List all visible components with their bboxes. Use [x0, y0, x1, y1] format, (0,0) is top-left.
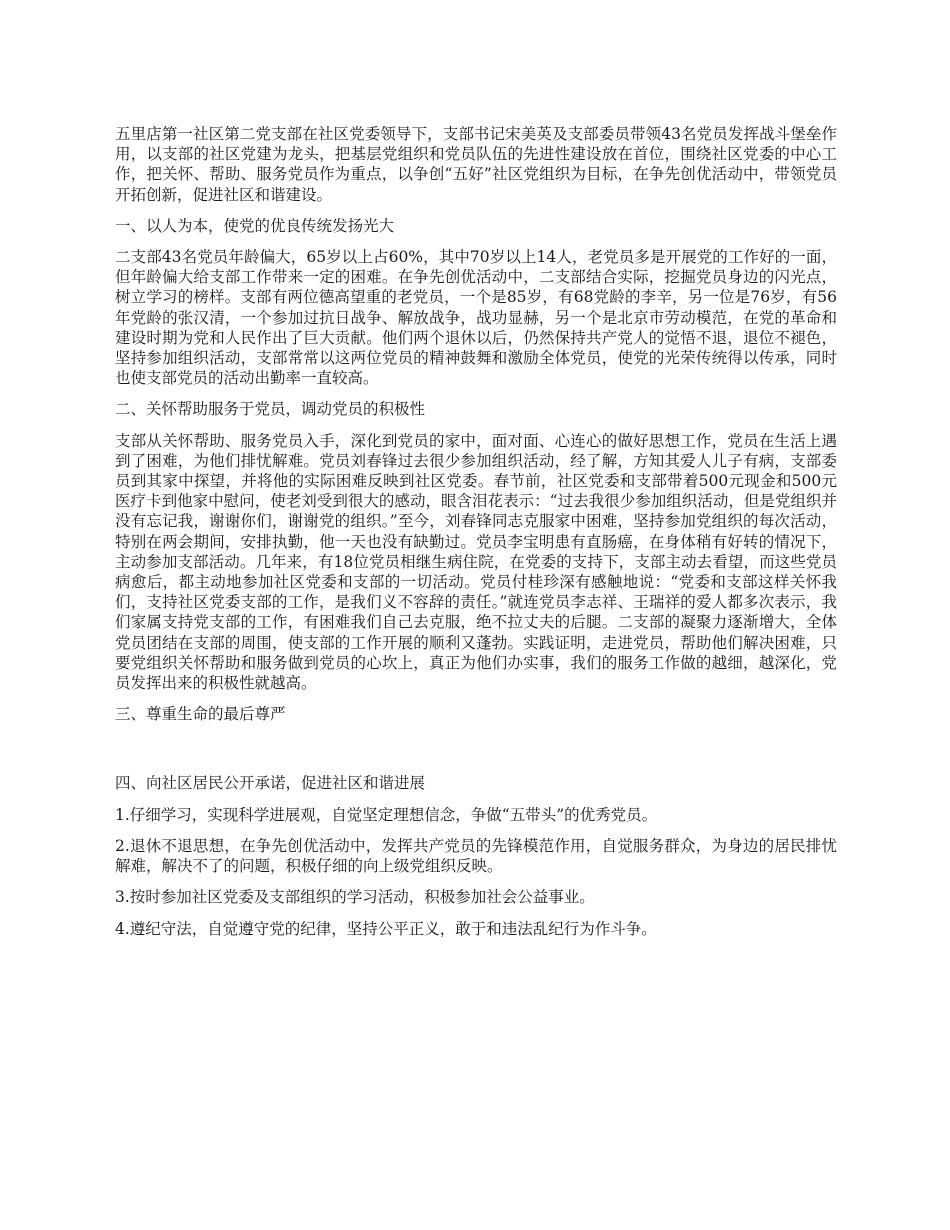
commitment-item: 1.仔细学习，实现科学进展观，自觉坚定理想信念，争做“五带头”的优秀党员。 [115, 805, 658, 824]
section-1-paragraph: 二支部43名党员年龄偏大，65岁以上占60%，其中70岁以上14人，老党员多是开展党的工作好的一面，但年龄偏大给支部工作带来一定的困难。在争先创优活动中，二支部结合实际，挖掘党员身边的闪光点，树立学习的榜样。支部有两位德高望重的老党员，一个是85岁，有68党龄的李辛，另一位是76岁，有56年党龄的张汉清，一个参加过抗日战争、解放战争，战功显赫，另一个是北京市劳动模范，在党的革命和建设时期为党和人民作出了巨大贡献。他们两个退休以后，仍然保持共产党人的觉悟不退，退位不褪色，坚持参加组织活动，支部常常以这两位党员的精神鼓舞和激励全体党员，使党的光荣传统得以传承，同时也使支部党员的活动出勤率一直较高。 [115, 248, 837, 388]
section-2-paragraph: 支部从关怀帮助、服务党员入手，深化到党员的家中，面对面、心连心的做好思想工作，党员在生活上遇到了困难，为他们排忧解难。党员刘春锋过去很少参加组织活动，经了解，方知其爱人儿子有病，支部委员到其家中探望，并将他的实际困难反映到社区党委。春节前，社区党委和支部带着500元现金和500元医疗卡到他家中慰问，使老刘受到很大的感动，眼含泪花表示：“过去我很少参加组织活动，但是党组织并没有忘记我，谢谢你们，谢谢党的组织。”至今，刘春锋同志克服家中困难，坚持参加党组织的每次活动，特别在两会期间，安排执勤，他一天也没有缺勤过。党员李宝明患有直肠癌，在身体稍有好转的情况下，主动参加支部活动。几年来，有18位党员相继生病住院，在党委的支持下，支部主动去看望，而这些党员病愈后，都主动地参加社区党委和支部的一切活动。党员付桂珍深有感触地说：“党委和支部这样关怀我们，支持社区党委支部的工作，是我们义不容辞的责任。”就连党员李志祥、王瑞祥的爱人都多次表示，我们家属支持党支部的工作，有困难我们自己去克服，绝不拉丈夫的后腿。二支部的凝聚力逐渐增大，全体党员团结在支部的周围，使支部的工作开展的顺利又蓬勃。实践证明，走进党员，帮助他们解决困难，只要党组织关怀帮助和服务做到党员的心坎上，真正为他们办实事，我们的服务工作做的越细，越深化，党员发挥出来的积极性就越高。 [115, 431, 837, 693]
blank-space [115, 735, 837, 773]
section-2-heading: 二、关怀帮助服务于党员，调动党员的积极性 [115, 400, 426, 419]
intro-paragraph: 五里店第一社区第二党支部在社区党委领导下，支部书记宋美英及支部委员带领43名党员发挥战斗堡垒作用，以支部的社区党建为龙头，把基层党组织和党员队伍的先进性建设放在首位，围绕社区党委的中心工作，把关怀、帮助、服务党员作为重点，以争创“五好”社区党组织为目标，在争先创优活动中，带领党员开拓创新，促进社区和谐建设。 [115, 125, 837, 204]
section-4-heading: 四、向社区居民公开承诺，促进社区和谐进展 [115, 774, 426, 793]
commitment-item: 3.按时参加社区党委及支部组织的学习活动，积极参加社会公益事业。 [115, 888, 595, 907]
commitment-item: 2.退休不退思想，在争先创优活动中，发挥共产党员的先锋模范作用，自觉服务群众，为身边的居民排忧解难，解决不了的问题，积极仔细的向上级党组织反映。 [115, 836, 837, 876]
commitment-item: 4.遵纪守法，自觉遵守党的纪律，坚持公平正义，敢于和违法乱纪行为作斗争。 [115, 919, 657, 938]
section-1-heading: 一、以人为本，使党的优良传统发扬光大 [115, 216, 395, 235]
document-body [115, 124, 837, 950]
section-3-heading: 三、尊重生命的最后尊严 [115, 705, 286, 724]
